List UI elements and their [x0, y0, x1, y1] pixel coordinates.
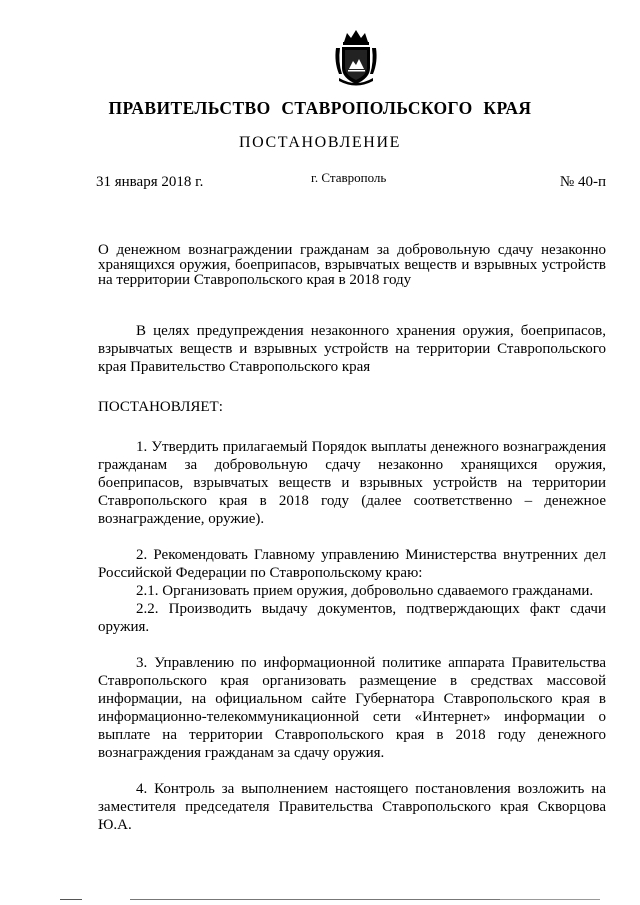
document-body: [98, 322, 606, 834]
clause-2-2: 2.2. Производить выдачу документов, подтверждающих факт сдачи оружия.: [98, 601, 606, 635]
document-type: ПОСТАНОВЛЕНИЕ: [239, 134, 401, 151]
document-title: О денежном вознаграждении гражданам за добровольную сдачу незаконно хранящихся оружия, боеприпасов, взрывчатых веществ и взрывных устройств на территории Ставропольского края в 2018 году: [98, 242, 606, 288]
bottom-divider: [60, 899, 600, 901]
document-number: № 40-п: [559, 174, 606, 190]
clause-4: 4. Контроль за выполнением настоящего постановления возложить на заместителя председателя Правительства Ставропольского края Скворцова Ю.А.: [98, 781, 606, 833]
preamble: В целях предупреждения незаконного хранения оружия, боеприпасов, взрывчатых веществ и взрывных устройств на территории Ставропольского края Правительство Ставропольского края: [98, 323, 606, 375]
document-date: 31 января 2018 г.: [96, 174, 204, 190]
resolves-heading: ПОСТАНОВЛЯЕТ:: [98, 399, 223, 415]
clause-2: 2. Рекомендовать Главному управлению Министерства внутренних дел Российской Федерации по Ставропольскому краю:: [98, 547, 606, 581]
clause-3: 3. Управлению по информационной политике аппарата Правительства Ставропольского края организовать размещение в средствах массовой информации, на официальном сайте Губернатора Ставропольского края в информационно-телекоммуникационной сети «Интернет» информации о выплате на территории Ставропольского края в 2018 году денежного вознаграждения гражданам за сдачу оружия.: [98, 655, 606, 761]
clause-1: 1. Утвердить прилагаемый Порядок выплаты денежного вознаграждения гражданам за добровольную сдачу незаконно хранящихся оружия, боеприпасов, взрывчатых веществ и взрывных устройств на территории Ставропольского края в 2018 году (далее соответственно – денежное вознаграждение, оружие).: [98, 439, 606, 527]
document-city: г. Ставрополь: [311, 170, 387, 185]
clause-2-1: 2.1. Организовать прием оружия, добровольно сдаваемого гражданами.: [136, 583, 594, 599]
issuing-authority: ПРАВИТЕЛЬСТВО СТАВРОПОЛЬСКОГО КРАЯ: [108, 98, 532, 118]
stavropol-coat-of-arms-icon: [333, 28, 379, 88]
